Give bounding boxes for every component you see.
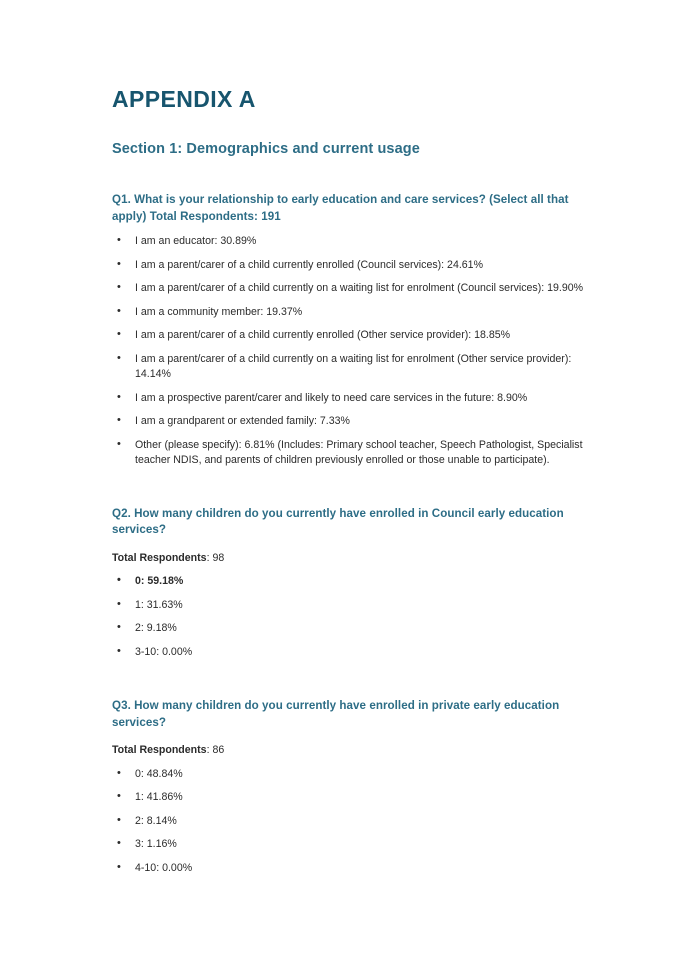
list-item: • 3: 1.16% [112,837,587,852]
total-respondents-value: : 98 [206,551,225,564]
total-respondents-q2 [112,551,587,566]
list-item: • I am a parent/carer of a child currently on a waiting list for enrolment (Other service provider): 14.14% [112,352,587,382]
list-item: • Other (please specify): 6.81% (Includes: Primary school teacher, Speech Pathologist, Specialist teacher NDIS, and parents of children previously enrolled or those unable to participate). [112,438,587,468]
total-respondents-label: Total Respondents [112,743,207,756]
question-block-q1 [112,192,587,467]
list-item: • I am a community member: 19.37% [112,305,587,320]
question-block-q3 [112,698,587,876]
section-title: Section 1: Demographics and current usage [112,140,420,157]
document-content [112,86,587,876]
question-block-q2 [112,506,587,660]
page-title: APPENDIX A [112,86,256,112]
list-item: • 1: 31.63% [112,598,587,613]
total-respondents-q3 [112,743,587,758]
list-item: • I am a parent/carer of a child currently on a waiting list for enrolment (Council services): 19.90% [112,281,587,296]
list-item: • 2: 9.18% [112,621,587,636]
question-heading-q2: Q2. How many children do you currently have enrolled in Council early education services? [112,506,564,537]
list-item: • I am a grandparent or extended family: 7.33% [112,414,587,429]
list-item: • I am an educator: 30.89% [112,234,587,249]
answer-list-q1 [112,234,587,467]
question-heading-q3: Q3. How many children do you currently have enrolled in private early education services? [112,699,560,729]
list-item: • 4-10: 0.00% [112,861,587,876]
list-item: • I am a parent/carer of a child currently enrolled (Council services): 24.61% [112,258,587,273]
list-item: • I am a prospective parent/carer and likely to need care services in the future: 8.90% [112,391,587,406]
list-item: • 2: 8.14% [112,814,587,829]
list-item: • 3-10: 0.00% [112,645,587,660]
list-item: • 0: 59.18% [112,574,587,589]
answer-list-q2 [112,574,587,660]
answer-list-q3 [112,767,587,876]
total-respondents-label: Total Respondents [112,551,207,564]
list-item: • I am a parent/carer of a child currently enrolled (Other service provider): 18.85% [112,328,587,343]
total-respondents-value: : 86 [206,743,225,756]
list-item: • 1: 41.86% [112,790,587,805]
question-heading-q1: Q1. What is your relationship to early education and care services? (Select all that apply) Total Respondents: 191 [112,193,569,223]
list-item: • 0: 48.84% [112,767,587,782]
